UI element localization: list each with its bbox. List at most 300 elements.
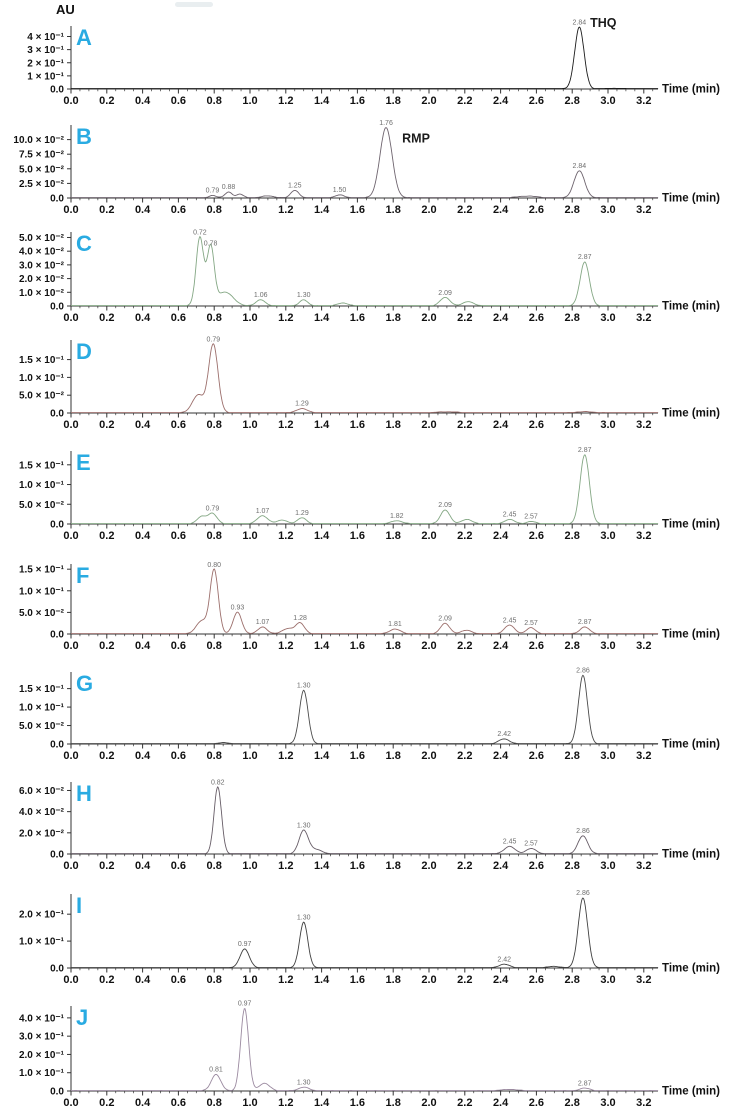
- x-tick-label: 2.6: [528, 312, 545, 324]
- peak-label: 1.30: [296, 682, 311, 690]
- x-tick-label: 1.4: [313, 419, 330, 431]
- y-tick-label: 0.0: [50, 739, 64, 751]
- x-tick-label: 2.4: [492, 974, 509, 986]
- x-tick-label: 1.8: [385, 95, 401, 107]
- x-tick-label: 2.0: [421, 974, 437, 986]
- peak-label: 1.07: [255, 619, 270, 627]
- trace-I: [71, 898, 658, 968]
- x-tick-label: 2.8: [564, 204, 580, 216]
- x-tick-label: 0.2: [99, 95, 115, 107]
- peak-label: 1.82: [389, 512, 404, 520]
- x-tick-label: 2.0: [421, 1097, 437, 1109]
- x-tick-label: 0.4: [134, 204, 151, 216]
- peak-label: 2.09: [438, 615, 452, 623]
- axes: [71, 894, 658, 968]
- x-tick-label: 3.2: [636, 419, 652, 431]
- x-tick-label: 0.6: [170, 530, 187, 542]
- x-tick-label: 0.2: [99, 204, 115, 216]
- panel-letter-J: J: [76, 1005, 89, 1030]
- y-tick-label: 0.0: [50, 963, 64, 975]
- axes: [71, 1006, 658, 1091]
- x-tick-label: 2.0: [421, 419, 437, 431]
- x-tick-label: 2.6: [528, 530, 545, 542]
- peak-label: 0.78: [203, 240, 218, 248]
- x-tick-label: 0.4: [134, 530, 151, 542]
- x-tick-label: 2.4: [492, 95, 509, 107]
- x-tick-label: 0.4: [134, 860, 151, 872]
- x-tick-label: 0.6: [170, 312, 187, 324]
- panel-letter-C: C: [76, 231, 92, 256]
- x-tick-label: 0.8: [206, 530, 222, 542]
- y-tick-label: 3.0 × 10⁻¹: [18, 1031, 64, 1043]
- trace-B: [71, 128, 658, 198]
- x-tick-label: 0.0: [63, 312, 79, 324]
- y-tick-label: 2.0 × 10⁻¹: [18, 909, 64, 921]
- chromatogram-panel-D: [0, 330, 748, 437]
- peak-label: 2.86: [576, 890, 590, 898]
- y-tick-label: 1.0 × 10⁻¹: [18, 702, 64, 714]
- x-tick-label: 1.2: [278, 860, 294, 872]
- x-tick-label: 1.0: [242, 1097, 258, 1109]
- y-tick-label: 1.5 × 10⁻¹: [18, 355, 64, 367]
- y-tick-label: 5.0 × 10⁻²: [18, 232, 64, 244]
- x-tick-label: 2.4: [492, 1097, 509, 1109]
- y-tick-label: 1.0 × 10⁻¹: [18, 480, 64, 492]
- x-tick-label: 3.2: [636, 640, 652, 652]
- x-tick-label: 1.6: [349, 204, 366, 216]
- axes: [71, 451, 658, 524]
- x-tick-label: 3.0: [600, 974, 616, 986]
- x-axis-title: Time (min): [662, 407, 720, 420]
- x-tick-label: 0.0: [63, 750, 79, 762]
- y-tick-label: 1.5 × 10⁻¹: [18, 460, 64, 472]
- x-axis-title: Time (min): [662, 300, 720, 313]
- peak-label: 0.97: [237, 941, 252, 949]
- x-tick-label: 3.0: [600, 204, 616, 216]
- x-tick-label: 1.8: [385, 1097, 401, 1109]
- peak-label: 1.30: [296, 914, 311, 922]
- peak-label: 1.29: [295, 400, 309, 408]
- x-tick-label: 1.4: [313, 204, 330, 216]
- x-tick-label: 2.8: [564, 312, 580, 324]
- x-tick-label: 1.2: [278, 204, 294, 216]
- x-tick-label: 2.0: [421, 312, 437, 324]
- x-tick-label: 2.6: [528, 95, 545, 107]
- x-tick-label: 0.6: [170, 1097, 187, 1109]
- x-axis-title: Time (min): [662, 192, 720, 205]
- x-axis-title: Time (min): [662, 518, 720, 531]
- x-tick-label: 1.4: [313, 860, 330, 872]
- x-tick-label: 2.2: [457, 95, 473, 107]
- x-tick-label: 3.0: [600, 419, 616, 431]
- peak-label: 2.57: [524, 513, 538, 521]
- x-tick-label: 2.2: [457, 419, 473, 431]
- peak-label: 0.81: [209, 1066, 223, 1074]
- x-tick-label: 3.2: [636, 974, 652, 986]
- x-tick-label: 0.6: [170, 974, 187, 986]
- x-tick-label: 0.6: [170, 204, 187, 216]
- axes: [71, 672, 658, 744]
- peak-label: 2.42: [497, 956, 511, 964]
- peak-label: 1.81: [388, 621, 402, 629]
- panel-letter-G: G: [76, 671, 94, 696]
- x-tick-label: 2.6: [528, 640, 545, 652]
- x-tick-label: 1.4: [313, 974, 330, 986]
- x-tick-label: 2.0: [421, 530, 437, 542]
- y-tick-label: 4 × 10⁻¹: [27, 32, 64, 43]
- x-tick-label: 0.6: [170, 860, 187, 872]
- y-tick-label: 2.0 × 10⁻²: [18, 828, 64, 840]
- x-tick-label: 1.6: [349, 750, 366, 762]
- peak-label: 1.76: [379, 119, 393, 127]
- y-tick-label: 5.0 × 10⁻²: [18, 499, 64, 511]
- x-tick-label: 2.4: [492, 750, 509, 762]
- peak-label: 2.87: [577, 446, 592, 454]
- y-tick-label: 3 × 10⁻¹: [27, 45, 64, 57]
- x-tick-label: 1.0: [242, 312, 258, 324]
- x-tick-label: 0.2: [99, 530, 115, 542]
- peak-label: 2.86: [576, 828, 590, 835]
- x-tick-label: 0.6: [170, 419, 187, 431]
- x-tick-label: 3.0: [600, 312, 616, 324]
- y-tick-label: 1.5 × 10⁻¹: [18, 564, 64, 576]
- x-tick-label: 1.8: [385, 204, 401, 216]
- x-tick-label: 2.8: [564, 419, 580, 431]
- x-tick-label: 1.8: [385, 860, 401, 872]
- x-tick-label: 0.4: [134, 312, 151, 324]
- compound-label: RMP: [402, 131, 430, 146]
- panel-letter-I: I: [76, 893, 83, 918]
- peak-label: 2.09: [438, 289, 452, 297]
- peak-label: 0.93: [230, 604, 245, 612]
- x-tick-label: 0.2: [99, 750, 115, 762]
- peak-label: 1.25: [287, 182, 302, 190]
- x-tick-label: 2.0: [421, 860, 437, 872]
- x-tick-label: 0.8: [206, 95, 222, 107]
- x-tick-label: 0.8: [206, 1097, 222, 1109]
- x-tick-label: 2.8: [564, 974, 580, 986]
- panel-letter-E: E: [76, 450, 91, 475]
- peak-label: 2.84: [572, 163, 587, 171]
- x-tick-label: 2.8: [564, 860, 580, 872]
- x-tick-label: 0.0: [63, 419, 79, 431]
- x-tick-label: 0.2: [99, 1097, 115, 1109]
- x-tick-label: 2.4: [492, 640, 509, 652]
- y-tick-label: 1.5 × 10⁻¹: [18, 684, 64, 696]
- x-tick-label: 3.0: [600, 530, 616, 542]
- x-tick-label: 2.6: [528, 1097, 545, 1109]
- peak-label: 0.79: [205, 187, 220, 195]
- x-tick-label: 2.2: [457, 750, 473, 762]
- x-tick-label: 1.4: [313, 312, 330, 324]
- x-tick-label: 1.4: [313, 1097, 330, 1109]
- y-tick-label: 1.0 × 10⁻¹: [18, 936, 64, 948]
- axes: [71, 232, 658, 306]
- x-tick-label: 0.8: [206, 860, 222, 872]
- x-tick-label: 3.2: [636, 95, 652, 107]
- x-tick-label: 2.0: [421, 750, 437, 762]
- x-tick-label: 2.0: [421, 640, 437, 652]
- x-tick-label: 0.2: [99, 419, 115, 431]
- y-tick-label: 5.0 × 10⁻²: [18, 164, 64, 176]
- x-tick-label: 0.8: [206, 419, 222, 431]
- x-tick-label: 2.4: [492, 860, 509, 872]
- x-tick-label: 2.8: [564, 95, 580, 107]
- trace-C: [71, 237, 658, 306]
- x-tick-label: 0.2: [99, 974, 115, 986]
- peak-label: 2.45: [502, 838, 517, 846]
- y-tick-label: 1 × 10⁻¹: [27, 71, 64, 83]
- peak-label: 1.50: [332, 187, 347, 195]
- x-axis-title: Time (min): [662, 848, 720, 861]
- peak-label: 2.45: [502, 511, 517, 519]
- x-tick-label: 2.2: [457, 974, 473, 986]
- x-tick-label: 1.6: [349, 312, 366, 324]
- y-tick-label: 0.0: [50, 193, 64, 205]
- y-tick-label: 0.0: [50, 408, 64, 420]
- axes: [71, 125, 658, 198]
- x-tick-label: 1.4: [313, 530, 330, 542]
- peak-label: 0.79: [206, 336, 221, 344]
- x-tick-label: 1.6: [349, 530, 366, 542]
- peak-label: 2.42: [497, 731, 511, 739]
- peak-label: 0.88: [221, 184, 236, 192]
- x-tick-label: 3.0: [600, 750, 616, 762]
- y-tick-label: 0.0: [50, 629, 64, 641]
- x-tick-label: 3.0: [600, 1097, 616, 1109]
- x-axis-title: Time (min): [662, 628, 720, 641]
- y-tick-label: 0.0: [50, 519, 64, 531]
- peak-label: 2.87: [577, 1080, 592, 1088]
- y-tick-label: 1.0 × 10⁻¹: [18, 586, 64, 598]
- x-tick-label: 0.2: [99, 860, 115, 872]
- peak-label: 2.45: [502, 617, 517, 625]
- x-tick-label: 2.8: [564, 530, 580, 542]
- x-tick-label: 0.4: [134, 419, 151, 431]
- x-tick-label: 0.0: [63, 95, 79, 107]
- peak-label: 1.30: [296, 291, 311, 299]
- axes: [71, 782, 658, 854]
- peak-label: 2.86: [576, 667, 590, 675]
- x-tick-label: 1.0: [242, 419, 258, 431]
- x-tick-label: 2.6: [528, 419, 545, 431]
- x-tick-label: 0.4: [134, 95, 151, 107]
- x-tick-label: 1.2: [278, 640, 294, 652]
- x-axis-title: Time (min): [662, 962, 720, 975]
- x-tick-label: 2.6: [528, 860, 545, 872]
- x-tick-label: 2.4: [492, 312, 509, 324]
- peak-label: 2.09: [438, 502, 452, 510]
- x-tick-label: 1.2: [278, 95, 294, 107]
- x-tick-label: 3.2: [636, 312, 652, 324]
- panel-letter-H: H: [76, 781, 92, 806]
- y-tick-label: 5.0 × 10⁻²: [18, 721, 64, 733]
- y-tick-label: 3.0 × 10⁻²: [18, 260, 64, 272]
- y-tick-label: 5.0 × 10⁻²: [18, 390, 64, 402]
- x-tick-label: 1.0: [242, 530, 258, 542]
- x-tick-label: 1.2: [278, 974, 294, 986]
- trace-G: [71, 675, 658, 743]
- x-tick-label: 0.8: [206, 974, 222, 986]
- x-tick-label: 2.2: [457, 860, 473, 872]
- x-axis-title: Time (min): [662, 83, 720, 96]
- peak-label: 1.06: [253, 291, 268, 299]
- panel-letter-F: F: [76, 563, 90, 588]
- y-tick-label: 2.0 × 10⁻¹: [18, 1049, 64, 1061]
- x-tick-label: 1.0: [242, 204, 258, 216]
- x-tick-label: 3.2: [636, 860, 652, 872]
- x-tick-label: 1.6: [349, 640, 366, 652]
- y-tick-label: 2 × 10⁻¹: [27, 58, 64, 70]
- x-tick-label: 2.6: [528, 750, 545, 762]
- y-tick-label: 1.0 × 10⁻¹: [18, 372, 64, 384]
- x-tick-label: 1.8: [385, 419, 401, 431]
- x-tick-label: 3.2: [636, 530, 652, 542]
- x-tick-label: 0.6: [170, 750, 187, 762]
- x-tick-label: 0.2: [99, 640, 115, 652]
- x-tick-label: 0.4: [134, 974, 151, 986]
- x-tick-label: 1.4: [313, 640, 330, 652]
- x-tick-label: 2.2: [457, 312, 473, 324]
- y-tick-label: 5.0 × 10⁻²: [18, 607, 64, 619]
- x-tick-label: 2.8: [564, 1097, 580, 1109]
- x-tick-label: 1.8: [385, 640, 401, 652]
- x-tick-label: 2.2: [457, 204, 473, 216]
- x-tick-label: 3.2: [636, 204, 652, 216]
- y-tick-label: 1.0 × 10⁻²: [18, 287, 64, 299]
- peak-label: 0.72: [193, 229, 207, 237]
- chromatogram-panel-I: [0, 878, 748, 992]
- x-tick-label: 1.2: [278, 419, 294, 431]
- x-tick-label: 0.8: [206, 750, 222, 762]
- axes: [71, 564, 658, 634]
- peak-label: 0.82: [210, 779, 225, 787]
- x-tick-label: 1.6: [349, 860, 366, 872]
- x-tick-label: 0.8: [206, 312, 222, 324]
- x-tick-label: 3.0: [600, 95, 616, 107]
- x-tick-label: 0.0: [63, 860, 79, 872]
- x-axis-title: Time (min): [662, 738, 720, 751]
- x-tick-label: 0.4: [134, 750, 151, 762]
- trace-A: [71, 27, 658, 89]
- x-tick-label: 1.8: [385, 750, 401, 762]
- x-tick-label: 2.4: [492, 530, 509, 542]
- x-tick-label: 1.0: [242, 750, 258, 762]
- x-tick-label: 3.0: [600, 860, 616, 872]
- x-tick-label: 1.6: [349, 1097, 366, 1109]
- scan-artifact: [175, 2, 213, 7]
- panel-letter-A: A: [76, 25, 92, 50]
- x-tick-label: 0.0: [63, 530, 79, 542]
- y-tick-label: 0.0: [50, 1086, 64, 1098]
- x-tick-label: 1.0: [242, 640, 258, 652]
- x-tick-label: 0.0: [63, 640, 79, 652]
- peak-label: 1.30: [296, 822, 311, 830]
- x-tick-label: 2.2: [457, 530, 473, 542]
- x-tick-label: 1.8: [385, 312, 401, 324]
- y-tick-label: 1.0 × 10⁻¹: [18, 1068, 64, 1080]
- x-tick-label: 0.2: [99, 312, 115, 324]
- x-tick-label: 1.0: [242, 95, 258, 107]
- panel-letter-B: B: [76, 124, 92, 149]
- x-tick-label: 0.0: [63, 1097, 79, 1109]
- chromatogram-panel-E: [0, 437, 748, 548]
- chromatogram-panel-B: [0, 113, 748, 222]
- x-tick-label: 1.2: [278, 1097, 294, 1109]
- y-tick-label: 0.0: [50, 301, 64, 313]
- x-tick-label: 2.6: [528, 974, 545, 986]
- x-tick-label: 1.4: [313, 95, 330, 107]
- compound-label: THQ: [590, 16, 617, 31]
- x-tick-label: 0.6: [170, 95, 187, 107]
- y-tick-label: 10.0 × 10⁻²: [13, 135, 64, 147]
- x-tick-label: 1.8: [385, 530, 401, 542]
- peak-label: 2.87: [577, 254, 592, 262]
- x-tick-label: 3.2: [636, 1097, 652, 1109]
- trace-J: [71, 1009, 658, 1091]
- chromatogram-panel-J: [0, 992, 748, 1115]
- peak-label: 0.80: [207, 562, 222, 570]
- y-tick-label: 2.0 × 10⁻²: [18, 274, 64, 286]
- y-axis-title: AU: [56, 2, 75, 17]
- trace-H: [71, 787, 658, 854]
- x-tick-label: 0.4: [134, 640, 151, 652]
- x-tick-label: 1.6: [349, 974, 366, 986]
- trace-F: [71, 569, 658, 634]
- x-tick-label: 2.0: [421, 204, 437, 216]
- chromatogram-panel-C: [0, 222, 748, 330]
- peak-label: 0.79: [205, 505, 220, 513]
- y-tick-label: 0.0: [50, 849, 64, 861]
- peak-label: 2.87: [577, 619, 592, 627]
- peak-label: 1.30: [296, 1079, 311, 1087]
- x-tick-label: 3.2: [636, 750, 652, 762]
- chromatogram-panel-F: [0, 548, 748, 658]
- y-tick-label: 2.5 × 10⁻²: [18, 178, 64, 190]
- x-tick-label: 0.4: [134, 1097, 151, 1109]
- x-tick-label: 2.8: [564, 750, 580, 762]
- x-tick-label: 0.6: [170, 640, 187, 652]
- x-tick-label: 2.4: [492, 204, 509, 216]
- peak-label: 1.28: [293, 615, 307, 623]
- x-tick-label: 2.6: [528, 204, 545, 216]
- x-tick-label: 1.6: [349, 419, 366, 431]
- x-axis-title: Time (min): [662, 1085, 720, 1098]
- x-tick-label: 2.4: [492, 419, 509, 431]
- y-tick-label: 4.0 × 10⁻²: [18, 807, 64, 819]
- x-tick-label: 1.2: [278, 312, 294, 324]
- peak-label: 1.29: [295, 510, 309, 518]
- x-tick-label: 0.8: [206, 204, 222, 216]
- peak-label: 2.84: [572, 19, 587, 27]
- y-tick-label: 4.0 × 10⁻¹: [18, 1013, 64, 1025]
- x-tick-label: 3.0: [600, 640, 616, 652]
- x-tick-label: 1.2: [278, 530, 294, 542]
- x-tick-label: 2.0: [421, 95, 437, 107]
- peak-label: 0.97: [237, 1000, 252, 1008]
- y-tick-label: 7.5 × 10⁻²: [18, 149, 64, 161]
- peak-label: 1.07: [255, 508, 270, 516]
- x-tick-label: 1.0: [242, 860, 258, 872]
- x-tick-label: 1.8: [385, 974, 401, 986]
- peak-label: 2.57: [524, 840, 538, 848]
- y-tick-label: 4.0 × 10⁻²: [18, 246, 64, 258]
- y-tick-label: 0.0: [50, 84, 64, 96]
- x-tick-label: 1.0: [242, 974, 258, 986]
- chromatogram-panel-H: [0, 768, 748, 878]
- y-tick-label: 6.0 × 10⁻²: [18, 785, 64, 797]
- x-tick-label: 2.2: [457, 640, 473, 652]
